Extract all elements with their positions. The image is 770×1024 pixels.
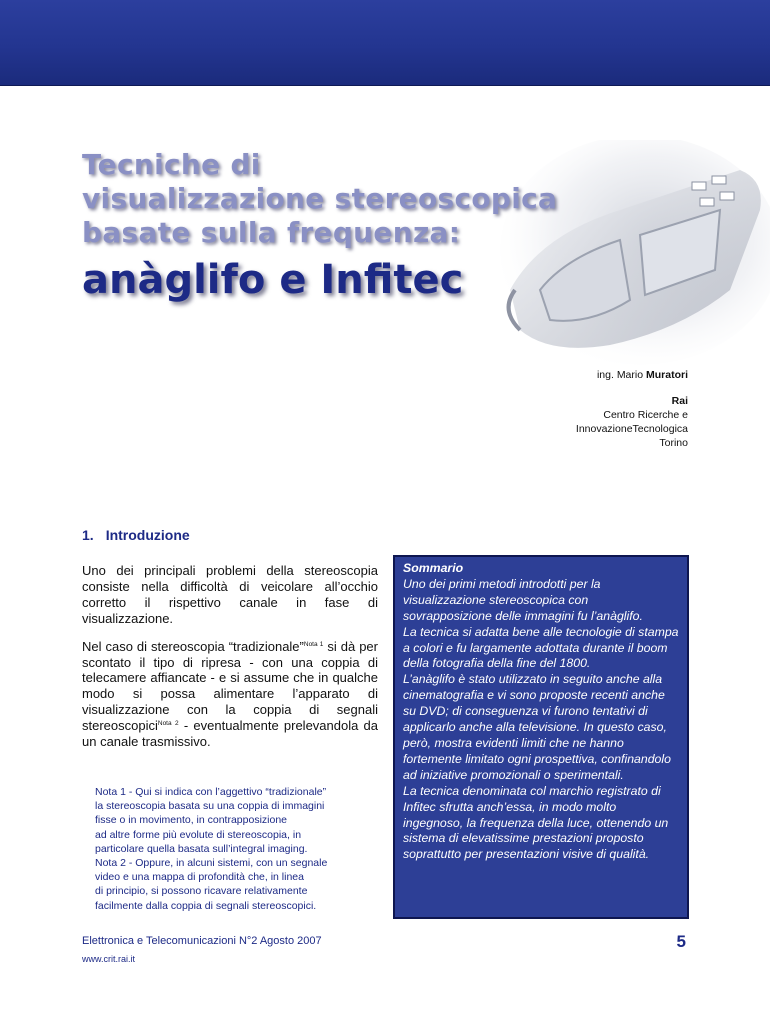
author-block <box>576 368 688 450</box>
body-paragraph-2 <box>82 639 378 750</box>
summary-paragraph-4: La tecnica denominata col marchio registrato di Infitec sfrutta anch’essa, in modo molto ingegnoso, la frequenza della luce, ottenendo un sistema di elevatissime prestazioni proposto soprattutto per presentazioni visive di qualità. <box>403 783 669 862</box>
footnote-ref-1: Nota 1 <box>303 640 324 648</box>
summary-title: Sommario <box>403 561 464 575</box>
note-1-line-1: Nota 1 - Qui si indica con l’aggettivo “tradizionale” <box>95 786 327 798</box>
note-1-line-3: fisse o in movimento, in contrapposizione <box>95 814 288 827</box>
author-department-2: InnovazioneTecnologica <box>575 423 688 435</box>
note-2-line-2: video e una mappa di profondità che, in linea <box>95 871 304 884</box>
title-line-2: visualizzazione stereoscopica <box>82 182 558 215</box>
section-number: 1. <box>82 527 94 543</box>
title-line-3: basate sulla frequenza: <box>82 216 461 249</box>
body-text <box>82 563 378 762</box>
title-line-1: Tecniche di <box>82 148 261 181</box>
body-paragraph-2-part-c: - eventualmente prelevandola da un canale trasmissivo. <box>82 718 379 750</box>
note-2-line-4: facilmente dalla coppia di segnali stereoscopici. <box>95 899 317 912</box>
body-paragraph-1: Uno dei principali problemi della stereoscopia consiste nella difficoltà di veicolare all’occhio corretto il rispettivo canale in fase di visualizzazione. <box>82 563 378 626</box>
title-main: anàglifo e Infitec <box>82 257 464 303</box>
summary-paragraph-3: L’anàglifo è stato utilizzato in seguito anche alla cinematografia e vi sono proposte recenti anche su DVD; di conseguenza vi furono tentativi di applicarlo anche alla televisione. In questo caso, però, mostra evidenti limiti che ne hanno fortemente limitato ogni prospettiva, confinandolo ad iniziative promozionali o sperimentali. <box>403 672 671 782</box>
note-1-line-5: particolare quella basata sull’integral imaging. <box>95 842 308 855</box>
note-1-line-4: ad altre forme più evolute di stereoscopia, in <box>95 828 302 841</box>
footer-journal: Elettronica e Telecomunicazioni N°2 Agosto 2007 <box>82 935 322 947</box>
note-2-line-1: Nota 2 - Oppure, in alcuni sistemi, con un segnale <box>95 857 328 870</box>
body-paragraph-2-part-a: Nel caso di stereoscopia “tradizionale” <box>82 638 304 654</box>
summary-box <box>393 555 689 919</box>
author-city: Torino <box>659 437 688 449</box>
author-department-1: Centro Ricerche e <box>603 409 688 421</box>
author-name <box>576 368 688 382</box>
author-organization: Rai <box>671 395 688 407</box>
body-paragraph-2-part-b: si dà per scontato il tipo di ripresa - con una coppia di telecamere affiancate - e si assume che in qualche modo si possa alimentare l’apparato di visualizzazione con la coppia di segnali stereoscopici <box>82 638 378 734</box>
author-prefix: ing. Mario <box>596 369 644 381</box>
footnotes <box>95 785 380 913</box>
article-title <box>82 148 642 304</box>
author-surname: Muratori <box>646 369 688 381</box>
summary-paragraph-1: Uno dei primi metodi introdotti per la visualizzazione stereoscopica con sovrapposizione delle immagini fu l’anàglifo. <box>403 576 643 623</box>
section-title: Introduzione <box>105 527 190 543</box>
footnote-ref-2: Nota 2 <box>157 720 179 728</box>
footer-url: www.crit.rai.it <box>82 954 136 964</box>
section-heading <box>82 527 190 543</box>
note-2-line-3: di principio, si possono ricavare relativamente <box>95 885 308 898</box>
header-band <box>0 0 770 86</box>
note-1-line-2: la stereoscopia basata su una coppia di immagini <box>95 800 325 813</box>
page-number: 5 <box>676 932 686 951</box>
summary-paragraph-2: La tecnica si adatta bene alle tecnologie di stampa a colori e fu largamente adottata durante il boom della fotografia della fine del 1800. <box>403 624 679 671</box>
